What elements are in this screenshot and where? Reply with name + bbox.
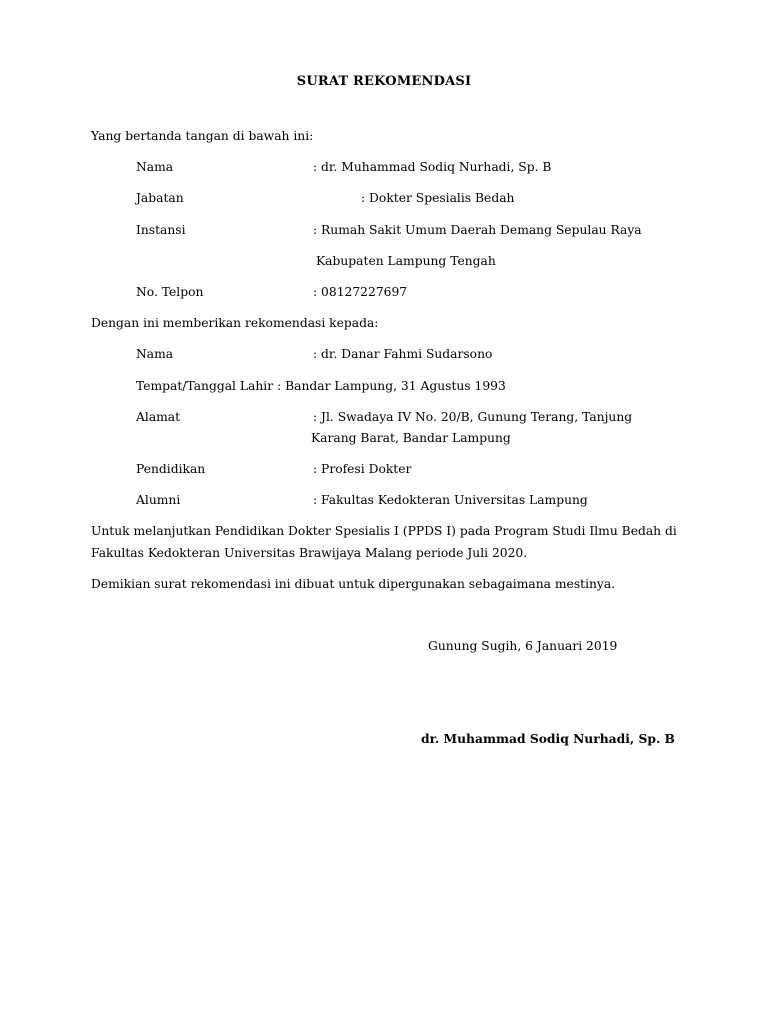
candidate-pendidikan-value: : Profesi Dokter: [313, 462, 412, 476]
signer-telpon-label: No. Telpon: [136, 285, 204, 299]
candidate-alamat-value-line1: : Jl. Swadaya IV No. 20/B, Gunung Terang, Tanjung: [313, 410, 633, 424]
candidate-alamat-value-line2: Karang Barat, Bandar Lampung: [311, 431, 511, 445]
signature-name: dr. Muhammad Sodiq Nurhadi, Sp. B: [421, 731, 675, 746]
signer-nama-label: Nama: [136, 160, 174, 174]
signer-nama-value: : dr. Muhammad Sodiq Nurhadi, Sp. B: [313, 160, 552, 174]
candidate-alamat-label: Alamat: [136, 410, 181, 424]
closing-text: Demikian surat rekomendasi ini dibuat untuk dipergunakan sebagaimana mestinya.: [91, 577, 616, 591]
letter-title: SURAT REKOMENDASI: [296, 74, 472, 89]
purpose-line-1: Untuk melanjutkan Pendidikan Dokter Spesialis I (PPDS I) pada Program Studi Ilmu Bedah di: [91, 524, 677, 538]
candidate-nama-value: : dr. Danar Fahmi Sudarsono: [313, 347, 493, 361]
intro-text: Yang bertanda tangan di bawah ini:: [91, 129, 314, 143]
signer-instansi-value-line1: : Rumah Sakit Umum Daerah Demang Sepulau Raya: [313, 223, 642, 237]
signer-instansi-value-line2: Kabupaten Lampung Tengah: [316, 254, 496, 268]
recommend-intro-text: Dengan ini memberikan rekomendasi kepada:: [91, 316, 379, 330]
purpose-line-2: Fakultas Kedokteran Universitas Brawijaya Malang periode Juli 2020.: [91, 546, 528, 560]
candidate-pendidikan-label: Pendidikan: [136, 462, 206, 476]
signer-jabatan-value: : Dokter Spesialis Bedah: [361, 191, 515, 205]
candidate-ttl-line: Tempat/Tanggal Lahir : Bandar Lampung, 31 Agustus 1993: [136, 379, 506, 393]
signer-jabatan-label: Jabatan: [136, 191, 184, 205]
signer-telpon-value: : 08127227697: [313, 285, 408, 299]
place-date: Gunung Sugih, 6 Januari 2019: [428, 639, 618, 653]
candidate-alumni-label: Alumni: [136, 493, 181, 507]
signer-instansi-label: Instansi: [136, 223, 186, 237]
candidate-alumni-value: : Fakultas Kedokteran Universitas Lampung: [313, 493, 588, 507]
candidate-nama-label: Nama: [136, 347, 174, 361]
